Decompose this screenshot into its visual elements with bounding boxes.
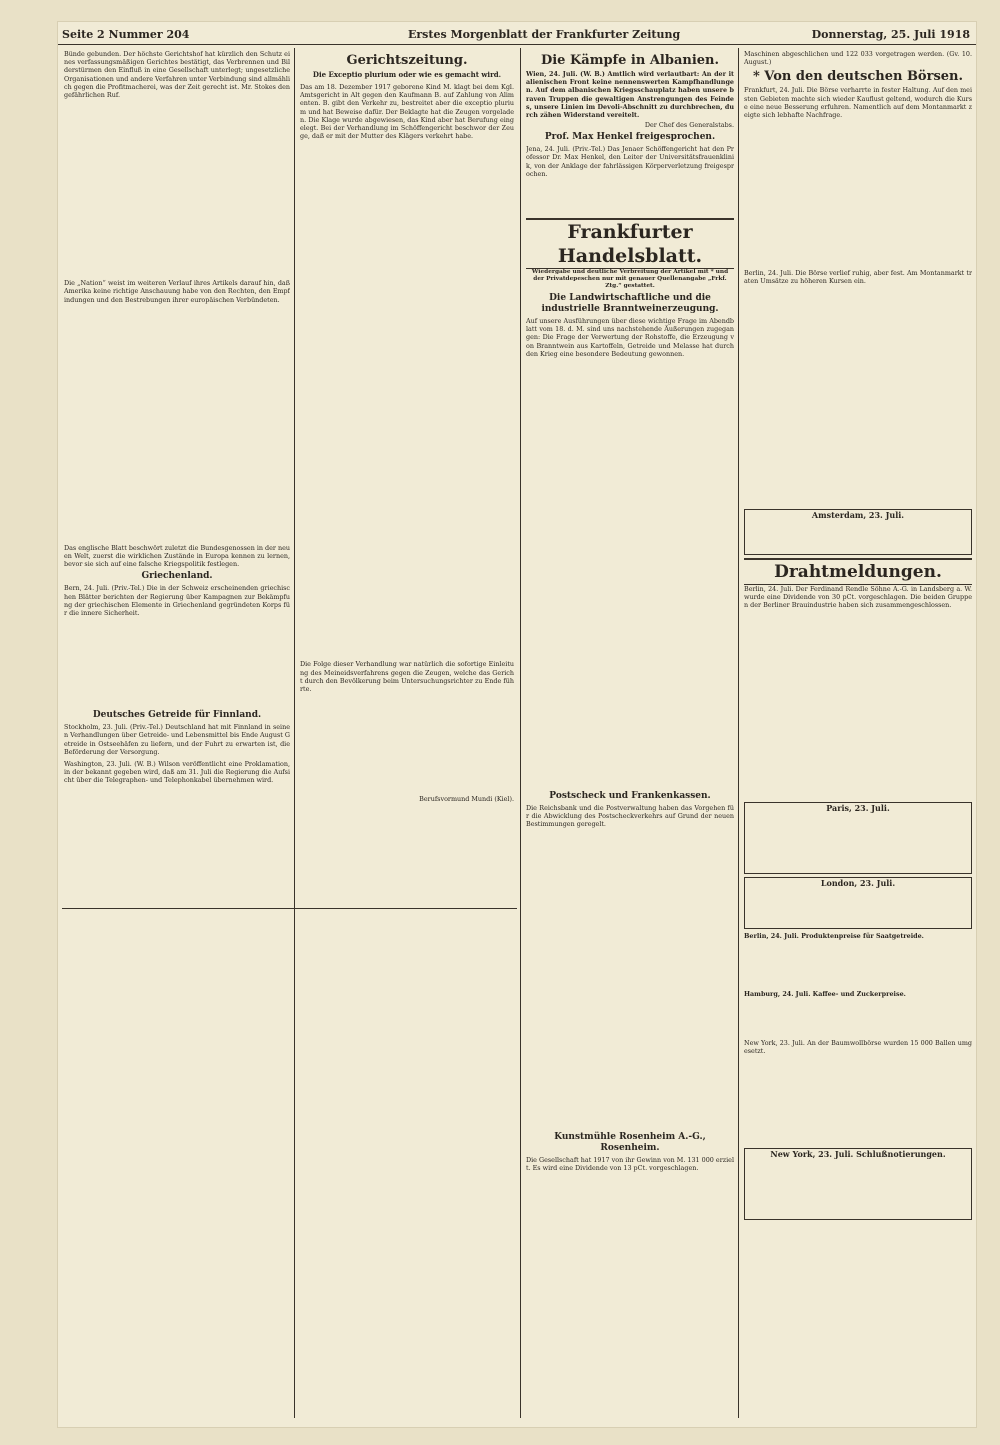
market-table [744, 509, 972, 555]
section-heading: Die Landwirtschaftliche und die industrielle Branntweinerzeugung. [541, 293, 719, 315]
article-body: Die Folge dieser Verhandlung war natürlich die sofortige Einleitung des Meineidsverfahrens gegen die Zeugen, welche das Gericht durch den Bevölkerung beim Untersuchungsrichter zu Ende führte. [300, 660, 514, 694]
article-body: Das englische Blatt beschwört zuletzt die Bundesgenossen in der neuen Welt, zuerst die wirklichen Zustände in Europa kennen zu lernen, bevor sie sich auf eine falsche Kriegspolitik festlegen. [64, 543, 290, 569]
column-4 [744, 50, 972, 1415]
article-body: Die Reichsbank und die Postverwaltung haben das Vorgehen für die Abwicklung des Postscheckverkehrs auf Grund der neuen Bestimmungen geregelt. [526, 804, 734, 829]
signature: Berufsvormund Mundi (Kiel). [419, 795, 514, 804]
article-body: Stockholm, 23. Juli. (Priv.-Tel.) Deutschland hat mit Finnland in seinen Verhandlungen über Getreide- und Lebensmittel bis Ende August Getreide in Ostseehäfen zu liefern, und der Fuhrt zu erwarten ist, die Beförderung der Versorgung. [64, 723, 290, 756]
text-block [744, 609, 972, 799]
section-masthead: Drahtmeldungen. [744, 558, 972, 585]
article-body: Berlin, 24. Juli. Der Ferdinand Rendle Söhne A.-G. in Landsberg a. W. wurde eine Dividende von 30 pCt. vorgeschlagen. Die beiden Gruppen der Berliner Brauindustrie haben sich zusammengeschlossen. [744, 584, 972, 610]
text-block [744, 119, 972, 269]
section-masthead: Frankfurter Handelsblatt. [526, 218, 734, 269]
column-1 [64, 50, 290, 905]
subheading: Die Exceptio plurium oder wie es gemacht wird. [312, 70, 502, 79]
text-block [526, 829, 734, 1129]
page-number: Seite 2 Nummer 204 [62, 28, 190, 41]
market-table [744, 1148, 972, 1220]
table-title: London, 23. Juli. [820, 878, 896, 889]
article-body: Auf unsere Ausführungen über diese wichtige Frage im Abendblatt vom 18. d. M. sind uns nachstehende Äußerungen zugegangen: Die Frage der Verwertung der Rohstoffe, die Erzeugung von Branntwein aus Kartoffeln, Getreide und Melasse hat durch den Krieg eine besondere Bedeutung gewonnen. [526, 317, 734, 358]
section-heading: Die Kämpfe in Albanien. [540, 53, 720, 68]
text-block [744, 286, 972, 506]
column-rule [738, 48, 739, 1418]
section-rule [62, 908, 517, 909]
article-body: Bünde gebunden. Der höchste Gerichtshof hat kürzlich den Schutz eines verfassungsmäßigen Gerichtes bestätigt, das Verbrennen und Bilderstürmen den Einfluß in eine Gesellschaft unterlegt; ungesetzliche Organisationen und andere Verfahren unter Verbindung sind allmählich gegen die Profitmacherei, was der Zeit gerecht ist. Mr. Stokes den gefährlichen Ruf. [64, 50, 290, 100]
section-heading: Gerichtszeitung. [346, 53, 468, 68]
table-title: Amsterdam, 23. Juli. [811, 509, 905, 520]
table-body [745, 888, 971, 928]
text-block [744, 1055, 972, 1145]
signature: Der Chef des Generalstabs. [644, 121, 734, 130]
table-body [745, 1159, 971, 1219]
section-heading: Griechenland. [141, 571, 213, 582]
text-block [64, 914, 512, 1414]
section-note: Wiedergabe und deutliche Verbreitung der Artikel mit * und der Privatdepeschen nur mit genauer Quellenangabe „Frkf. Ztg.“ gestattet. [531, 269, 729, 290]
text-block [64, 99, 290, 279]
text-block [64, 304, 290, 544]
column-3 [526, 50, 734, 1415]
text-block [64, 617, 290, 707]
masthead: Erstes Morgenblatt der Frankfurter Zeitung [408, 28, 681, 41]
text-block [744, 940, 972, 990]
text-block [744, 999, 972, 1039]
column-2 [300, 50, 514, 905]
article-body: Frankfurt, 24. Juli. Die Börse verharrte in fester Haltung. Auf den meisten Gebieten machte sich wieder Kauflust geltend, wodurch die Kurse eine neue Besserung erfuhren. Namentlich auf dem Montanmarkt zeigte sich lebhafte Nachfrage. [744, 86, 972, 120]
article-body: Das am 18. Dezember 1917 geborene Kind M. klagt bei dem Kgl. Amtsgericht in Alt gegen den Kaufmann B. auf Zahlung von Alimenten. B. gibt den Verkehr zu, bestreitet aber die exceptio plurium und hat Beweise dafür. Der Beklagte hat die Zeugen vorgeladen. Die Klage wurde abgewiesen, das Kind aber hat Berufung eingelegt. Bei der Verhandlung im Schöffengericht beschwor der Zeuge, daß er mit der Mutter des Klägers verkehrt habe. [300, 83, 514, 141]
article-body: Die Gesellschaft hat 1917 von ihr Gewinn von M. 131 000 erzielt. Es wird eine Dividende von 13 pCt. vorgeschlagen. [526, 1155, 734, 1172]
article-body: Die „Nation“ weist im weiteren Verlauf ihres Artikels darauf hin, daß Amerika keine richtige Anschauung habe von den Rechten, den Empfindungen und den Bestrebungen ihrer europäischen Verbündeten. [64, 279, 290, 304]
text-block [300, 140, 514, 660]
market-table [744, 877, 972, 929]
text-block [526, 358, 734, 788]
market-table [744, 802, 972, 874]
text-block [300, 693, 514, 793]
table-title: Paris, 23. Juli. [826, 803, 890, 814]
article-body: Bern, 24. Juli. (Priv.-Tel.) Die in der Schweiz erscheinenden griechischen Blätter berichten der Regierung über Kampagnen zur Bekämpfung der griechischen Elemente in Griechenland gegründeten Korps für die innere Sicherheit. [64, 584, 290, 618]
page-header [58, 22, 976, 45]
article-body: Washington, 23. Juli. (W. B.) Wilson veröffentlicht eine Proklamation, in der bekannt gegeben wird, daß am 31. Juli die Regierung die Aufsicht über die Telegraphen- und Telephonkabel übernehmen wird. [64, 760, 290, 785]
article-body: Wien, 24. Juli. (W. B.) Amtlich wird verlautbart: An der italienischen Front keine nennenswerten Kampfhandlungen. Auf dem albanischen Kriegsschauplatz haben unsere braven Truppen die gewaltigen Anstrengungen des Feindes, unsere Linien im Devoli-Abschnitt zu durchbrechen, durch zähen Widerstand vereitelt. [526, 70, 734, 120]
column-bottom [64, 914, 512, 1414]
article-body: Jena, 24. Juli. (Priv.-Tel.) Das Jenaer Schöffengericht hat den Professor Dr. Max Henkel, den Leiter der Universitätsfrauenklinik, von der Anklage der fahrlässigen Körperverletzung freigesprochen. [526, 145, 734, 178]
article-body: Maschinen abgeschlichen und 122 033 vorgetragen werden. (Gv. 10. August.) [744, 50, 972, 67]
article-body: Hamburg, 24. Juli. Kaffee- und Zuckerpreise. [744, 990, 906, 999]
article-body: New York, 23. Juli. An der Baumwollbörse wurden 15 000 Ballen umgesetzt. [744, 1038, 972, 1055]
section-heading: Kunstmühle Rosenheim A.-G., Rosenheim. [554, 1131, 706, 1153]
text-block [526, 178, 734, 218]
issue-date: Donnerstag, 25. Juli 1918 [811, 28, 970, 41]
section-heading: Postscheck und Frankenkassen. [549, 791, 711, 802]
section-heading: Deutsches Getreide für Finnland. [92, 710, 262, 721]
section-heading: Prof. Max Henkel freigesprochen. [544, 132, 716, 143]
section-heading: * Von den deutschen Börsen. [752, 69, 964, 85]
table-body [745, 520, 971, 554]
article-body: Berlin, 24. Juli. Produktenpreise für Saatgetreide. [744, 932, 924, 941]
table-title: New York, 23. Juli. Schlußnotierungen. [770, 1149, 946, 1160]
table-body [745, 813, 971, 873]
column-rule [520, 48, 521, 1418]
article-body: Berlin, 24. Juli. Die Börse verlief ruhig, aber fest. Am Montanmarkt traten Umsätze zu höheren Kursen ein. [744, 269, 972, 286]
